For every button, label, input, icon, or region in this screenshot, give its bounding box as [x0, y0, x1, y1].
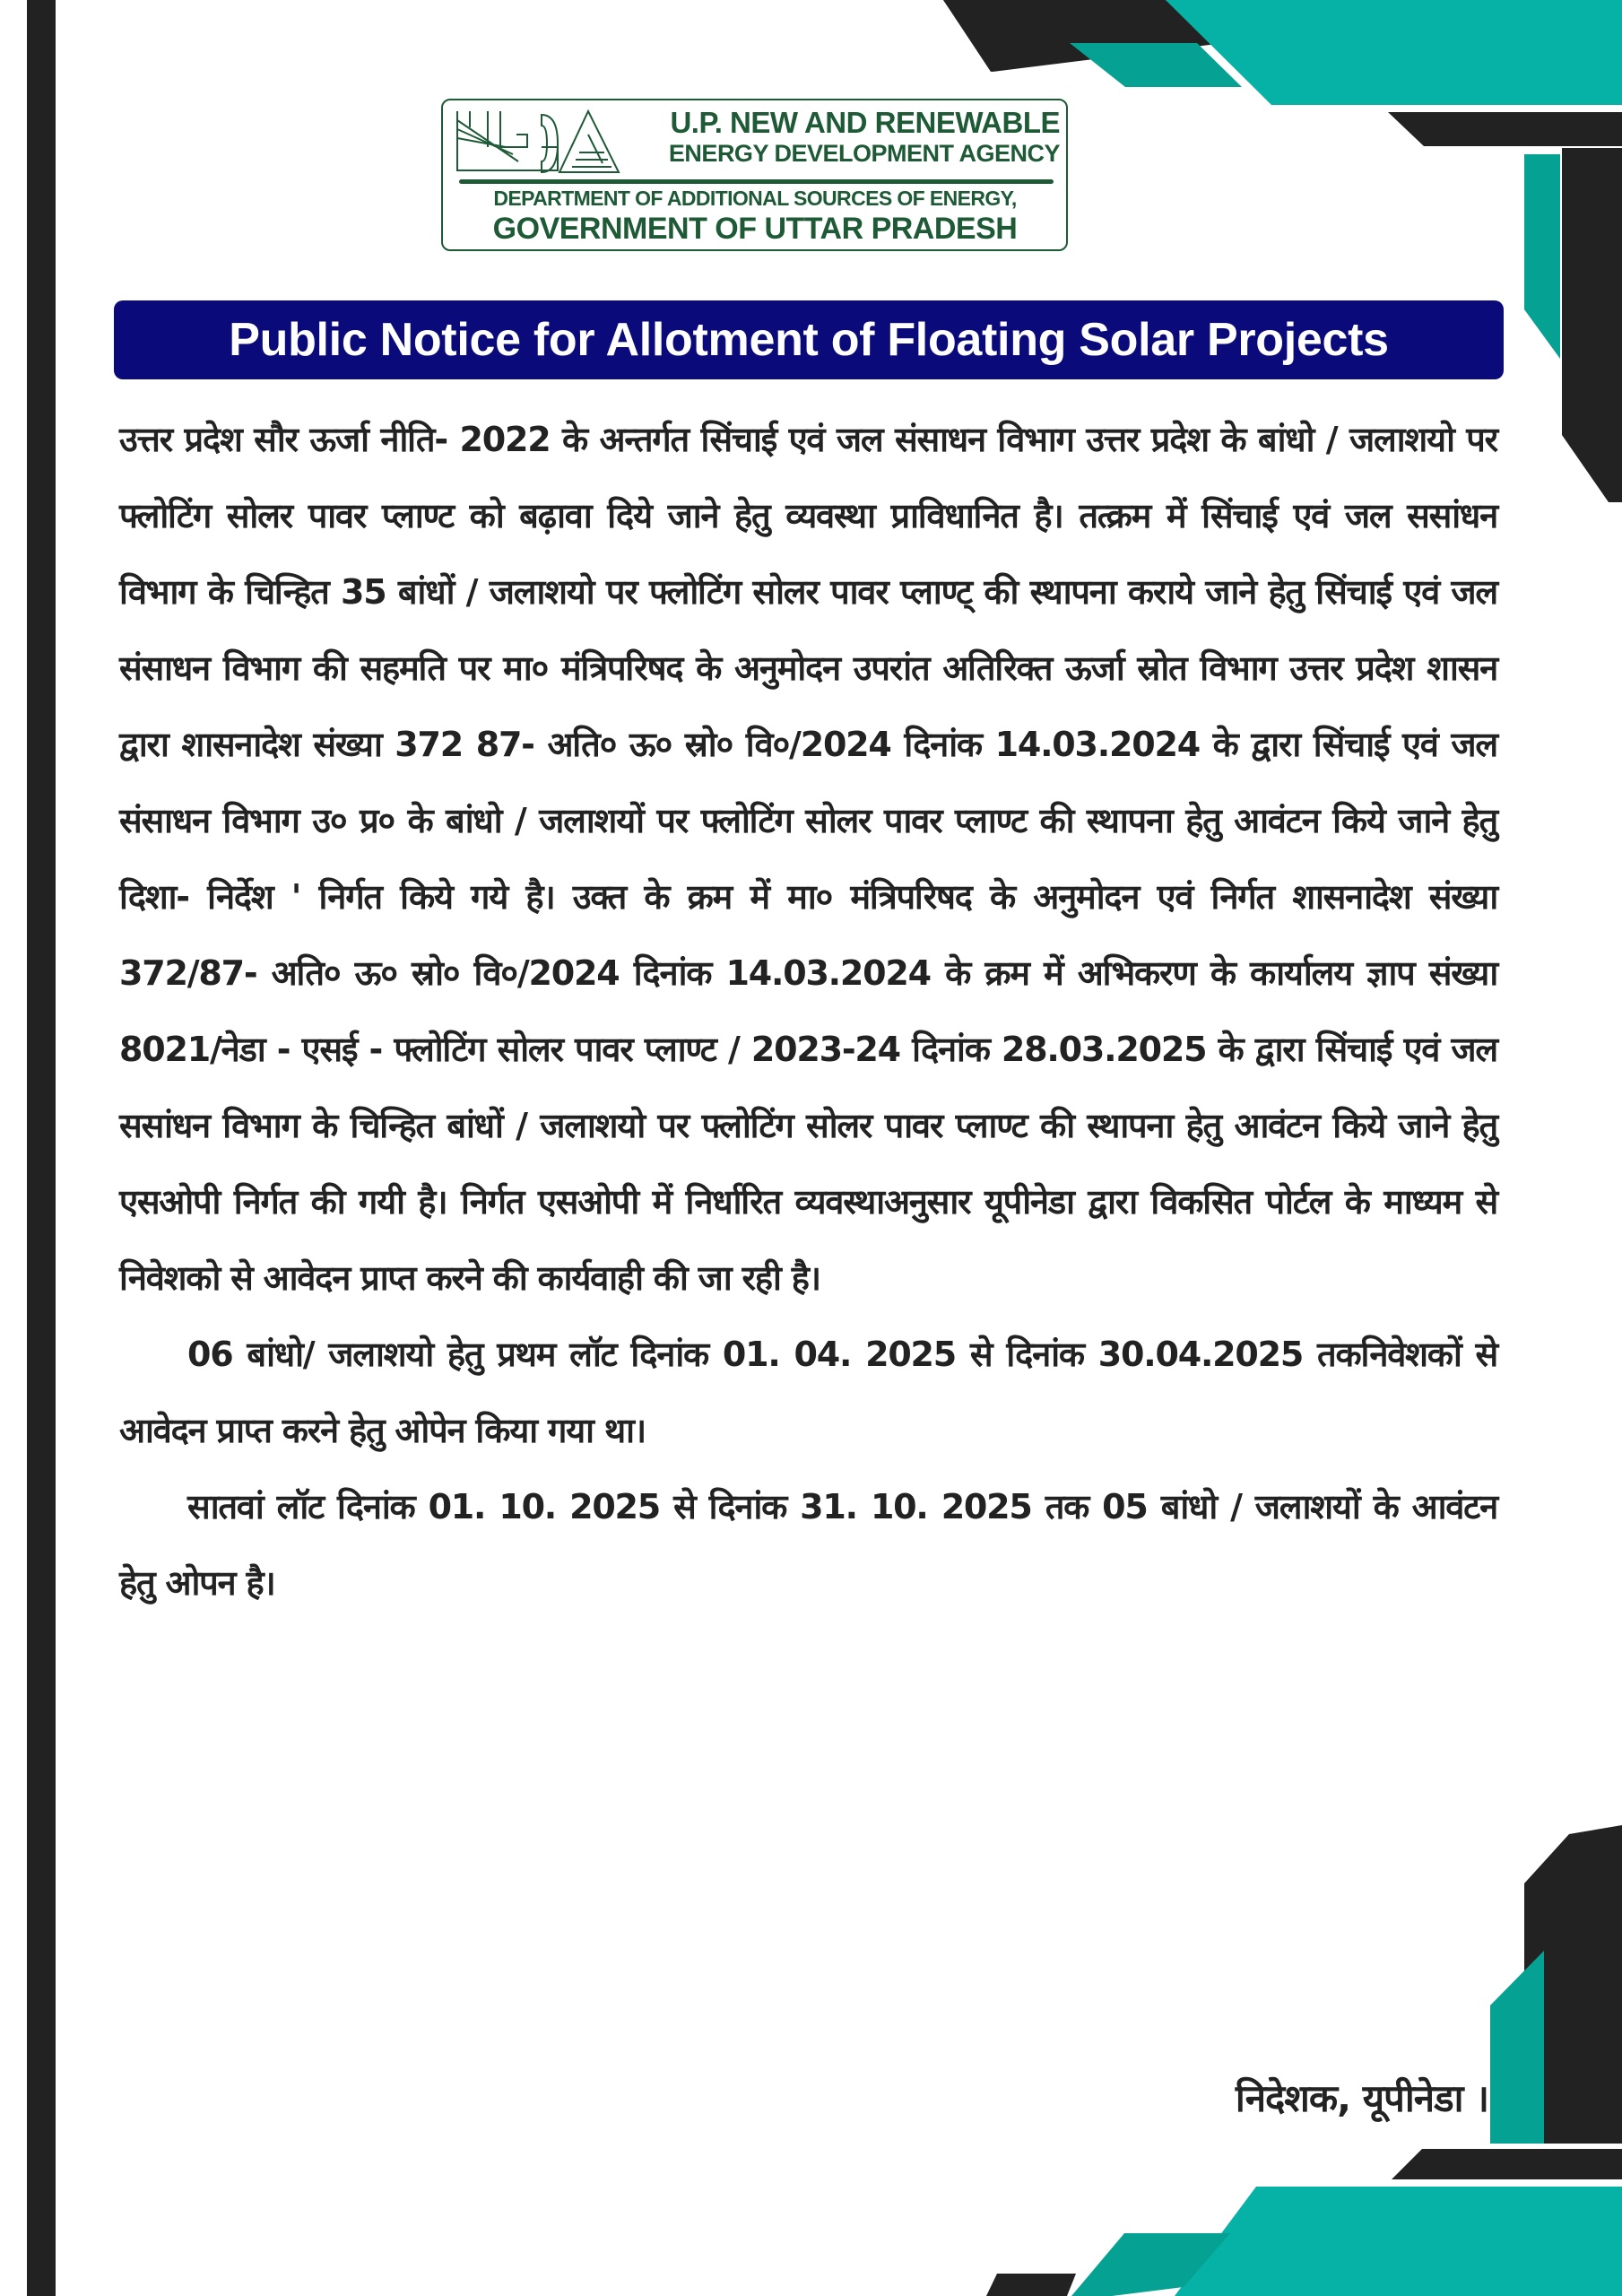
frame-top-teal-large: [1166, 0, 1622, 105]
paragraph-seventh-lot: सातवां लॉट दिनांक 01. 10. 2025 से दिनांक 31. 10. 2025 तक 05 बांधो / जलाशयों के आवंटन हेतु ओपन है।: [119, 1487, 1497, 1603]
logo-line-4: GOVERNMENT OF UTTAR PRADESH: [492, 212, 1018, 246]
logo-line-2: ENERGY DEVELOPMENT AGENCY: [668, 140, 1060, 167]
frame-bottom-teal-large: [1175, 2187, 1622, 2296]
notice-body: [119, 402, 1497, 1622]
paragraph-first-lot: 06 बांधो/ जलाशयो हेतु प्रथम लॉट दिनांक 01. 04. 2025 से दिनांक 30.04.2025 तकनिवेशकों से आवेदन प्राप्त करने हेतु ओपेन किया गया था।: [119, 1335, 1497, 1450]
paragraph-main: उत्तर प्रदेश सौर ऊर्जा नीति- 2022 के अन्तर्गत सिंचाई एवं जल संसाधन विभाग उत्तर प्रदेश के बांधो / जलाशयो पर फ्लोटिंग सोलर पावर प्लाण्ट को बढ़ावा दिये जाने हेतु व्यवस्था प्राविधानित है। तत्क्रम में सिंचाई एवं जल ससांधन विभाग के चिन्हित 35 बांधों / जलाशयो पर फ्लोटिंग सोलर पावर प्लाण्ट् की स्थापना कराये जाने हेतु सिंचाई एवं जल संसाधन विभाग की सहमति पर मा० मंत्रिपरिषद के अनुमोदन उपरांत अतिरिक्त ऊर्जा स्रोत विभाग उत्तर प्रदेश शासन द्वारा शासनादेश संख्या 372 87- अति० ऊ० स्रो० वि०/2024 दिनांक 14.03.2024 के द्वारा सिंचाई एवं जल संसाधन विभाग उ० प्र० के बांधो / जलाशयों पर फ्लोटिंग सोलर पावर प्लाण्ट की स्थापना हेतु आवंटन किये जाने हेतु दिशा- निर्देश ' निर्गत किये गये है। उक्त के क्रम में मा० मंत्रिपरिषद के अनुमोदन एवं निर्गत शासनादेश संख्या 372/87- अति० ऊ० स्रो० वि०/2024 दिनांक 14.03.2024 के क्रम में अभिकरण के कार्यालय ज्ञाप संख्या 8021/नेडा - एसई - फ्लोटिंग सोलर पावर प्लाण्ट / 2023-24 दिनांक 28.03.2025 के द्वारा सिंचाई एवं जल ससांधन विभाग के चिन्हित बांधों / जलाशयो पर फ्लोटिंग सोलर पावर प्लाण्ट की स्थापना हेतु आवंटन किये जाने हेतु एसओपी निर्गत की गयी है। निर्गत एसओपी में निर्धारित व्यवस्थाअनुसार यूपीनेडा द्वारा विकसित पोर्टल के माध्यम से निवेशको से आवेदन प्राप्त करने की कार्यवाही की जा रही है।: [119, 420, 1497, 1298]
frame-right-dark: [1562, 148, 1622, 502]
agency-logo: [441, 99, 1068, 251]
frame-bottom-dark-small: [986, 2274, 1076, 2296]
logo-line-3: DEPARTMENT OF ADDITIONAL SOURCES OF ENERGY,: [493, 187, 1017, 210]
upneda-logo-mark-icon: [454, 108, 620, 178]
signature: निदेशक, यूपीनेडा ।: [1235, 2076, 1488, 2120]
frame-top-dark-bar: [1388, 112, 1622, 146]
frame-left-bar: [27, 0, 56, 2296]
logo-divider: [459, 179, 1054, 184]
frame-bottom-right-teal: [1490, 1951, 1544, 2144]
frame-bottom-dark-bar: [1392, 2149, 1622, 2179]
notice-title: Public Notice for Allotment of Floating Solar Projects: [114, 300, 1504, 379]
logo-line-1: U.P. NEW AND RENEWABLE: [670, 106, 1060, 139]
frame-right-teal: [1524, 154, 1560, 359]
